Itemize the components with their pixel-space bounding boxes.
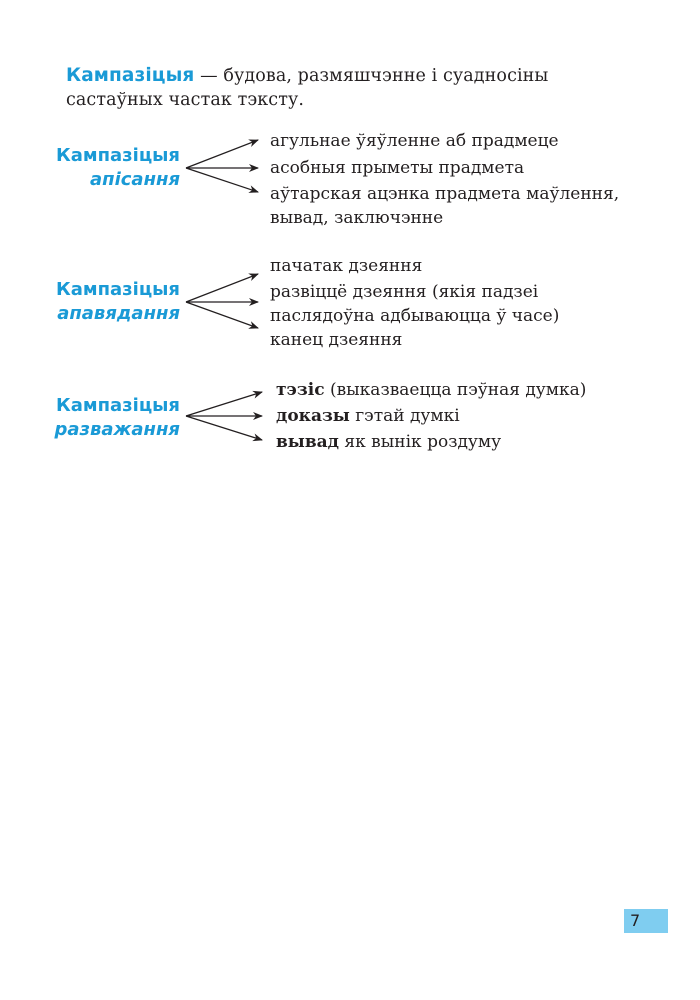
list-item-term: доказы [276, 406, 350, 426]
list-item-line1: аўтарская ацэнка прадмета маўлення, [270, 184, 620, 204]
list-item: агульнае ўяўленне аб прадмеце [270, 131, 559, 151]
block-label-line1: Кампазіцыя [56, 145, 180, 166]
block-label-line2: апавядання [57, 303, 180, 324]
list-item: канец дзеяння [270, 330, 403, 350]
list-item-line2: вывад, заключэнне [270, 208, 444, 228]
list-item [270, 280, 559, 328]
block-label-line1: Кампазіцыя [56, 395, 180, 416]
list-item [270, 182, 619, 230]
list-item: пачатак дзеяння [270, 256, 423, 276]
page-number: 7 [624, 909, 668, 933]
definition-paragraph [66, 64, 636, 112]
list-item-line2: паслядоўна адбываюцца ў часе) [270, 306, 560, 326]
list-item [276, 404, 460, 428]
definition-text: — будова, размяшчэнне і суадносіны састаўных частак тэксту. [66, 66, 549, 110]
list-item [276, 378, 586, 402]
list-item: асобныя прыметы прадмета [270, 158, 525, 178]
block-label-line2: апісання [90, 169, 180, 190]
list-item-rest: (выказваецца пэўная думка) [324, 380, 587, 400]
definition-term: Кампазіцыя [66, 65, 195, 86]
list-item-rest: гэтай думкі [349, 406, 460, 426]
list-item-line1: развіццё дзеяння (якія падзеі [270, 282, 539, 302]
list-item-term: вывад [276, 432, 340, 452]
block-label-line2: разважання [54, 419, 180, 440]
list-item-rest: як вынік роздуму [339, 432, 502, 452]
list-item-term: тэзіс [276, 380, 325, 400]
list-item [276, 430, 501, 454]
block-label-line1: Кампазіцыя [56, 279, 180, 300]
